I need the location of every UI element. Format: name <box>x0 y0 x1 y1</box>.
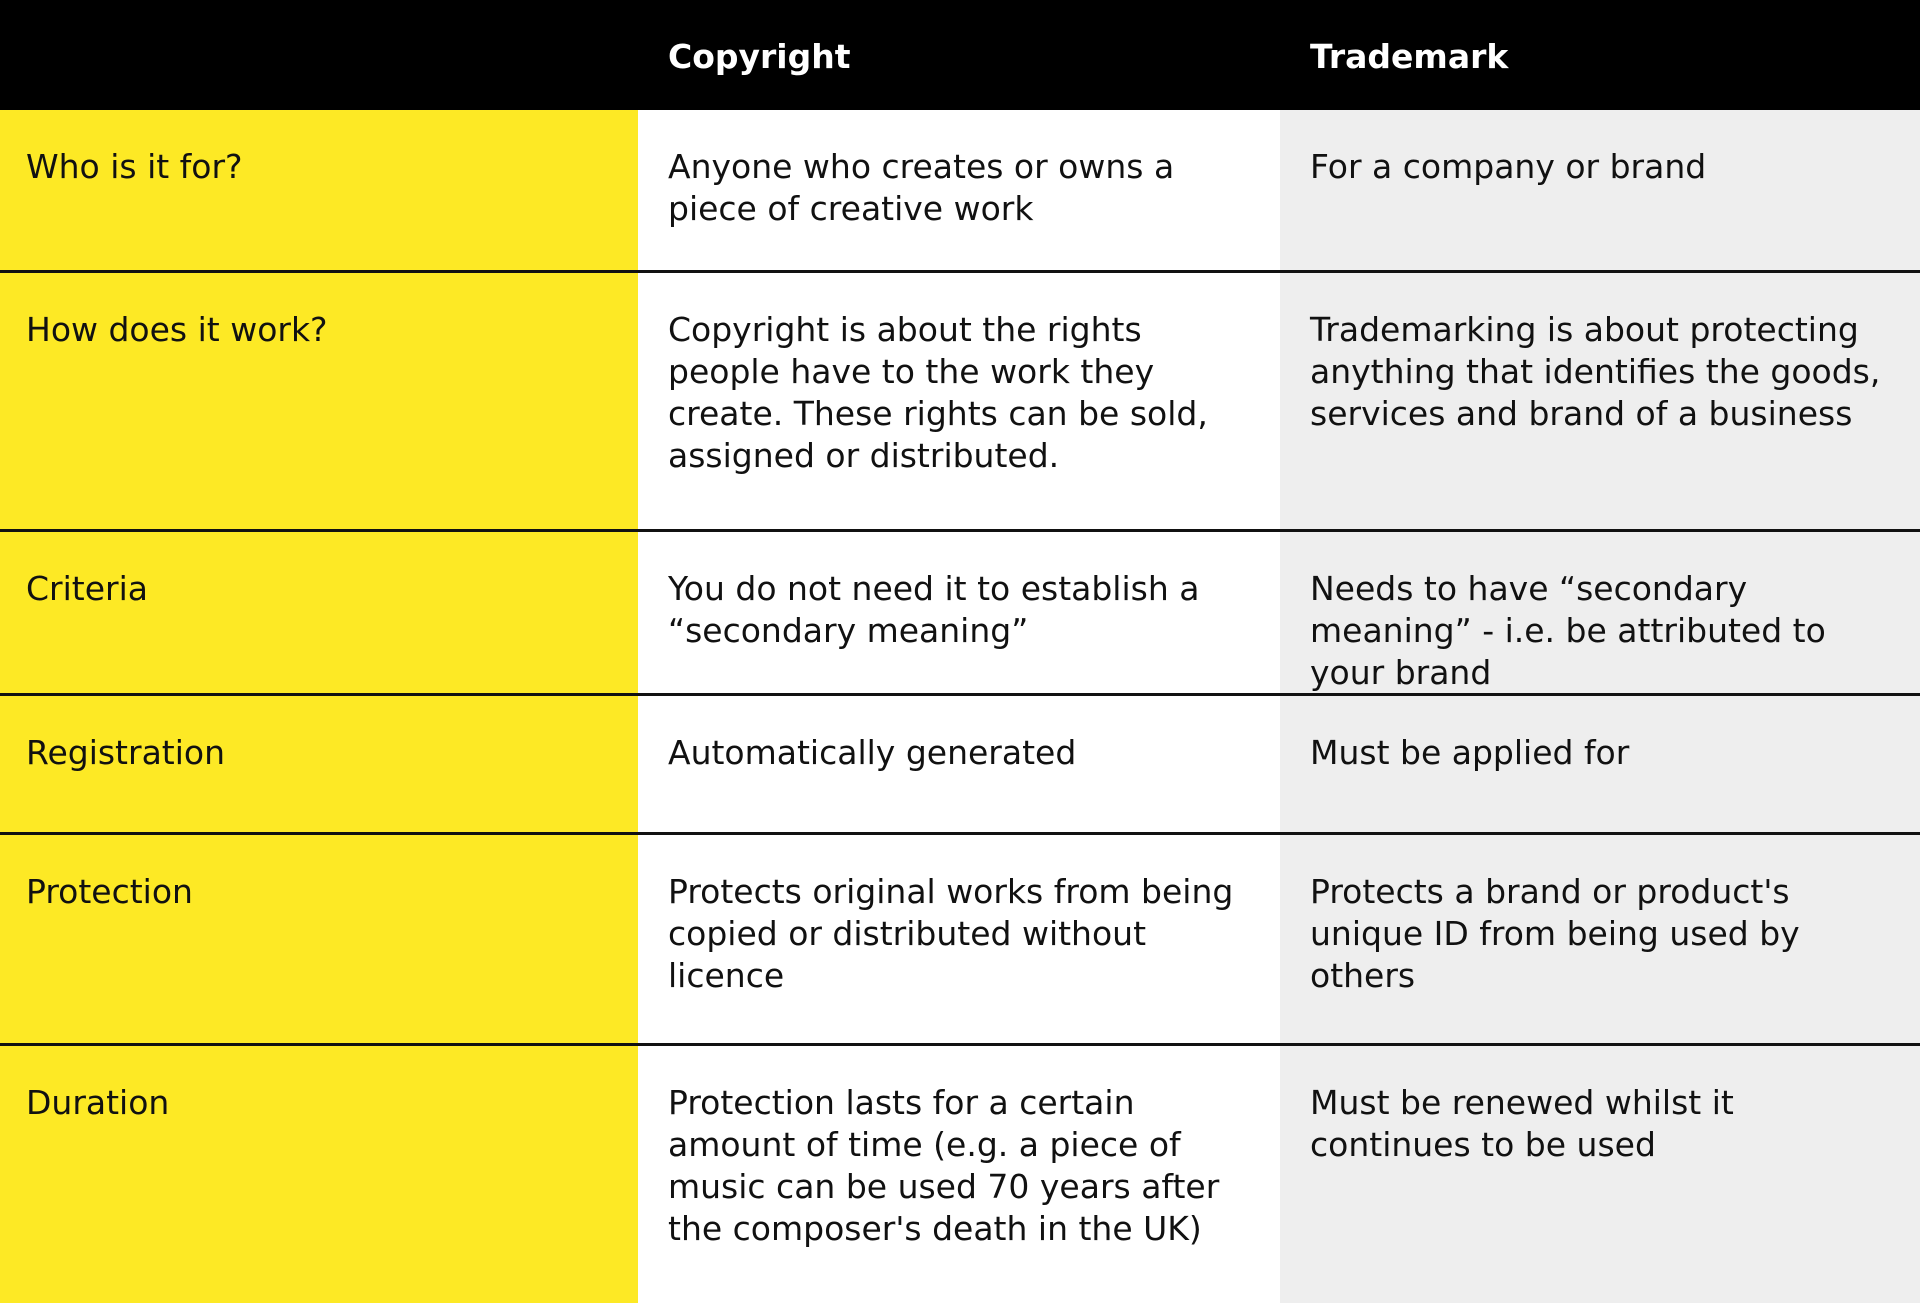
trademark-cell: Must be applied for <box>1280 696 1920 835</box>
trademark-cell: Trademarking is about protecting anything that identifies the goods, services and brand of a business <box>1280 273 1920 532</box>
row-label: Protection <box>0 835 638 1046</box>
trademark-cell: For a company or brand <box>1280 110 1920 273</box>
row-label: Registration <box>0 696 638 835</box>
header-blank-cell <box>0 0 638 110</box>
row-label: How does it work? <box>0 273 638 532</box>
header-trademark: Trademark <box>1280 0 1920 110</box>
copyright-cell: Protection lasts for a certain amount of time (e.g. a piece of music can be used 70 years after the composer's death in the UK) <box>638 1046 1280 1303</box>
row-label: Criteria <box>0 532 638 696</box>
trademark-cell: Needs to have “secondary meaning” - i.e. be attributed to your brand <box>1280 532 1920 696</box>
trademark-cell: Must be renewed whilst it continues to be used <box>1280 1046 1920 1303</box>
copyright-cell: Automatically generated <box>638 696 1280 835</box>
row-label: Duration <box>0 1046 638 1303</box>
copyright-cell: Protects original works from being copied or distributed without licence <box>638 835 1280 1046</box>
copyright-cell: Anyone who creates or owns a piece of creative work <box>638 110 1280 273</box>
header-copyright: Copyright <box>638 0 1280 110</box>
copyright-cell: Copyright is about the rights people have to the work they create. These rights can be sold, assigned or distributed. <box>638 273 1280 532</box>
row-label: Who is it for? <box>0 110 638 273</box>
copyright-cell: You do not need it to establish a “secondary meaning” <box>638 532 1280 696</box>
trademark-cell: Protects a brand or product's unique ID from being used by others <box>1280 835 1920 1046</box>
